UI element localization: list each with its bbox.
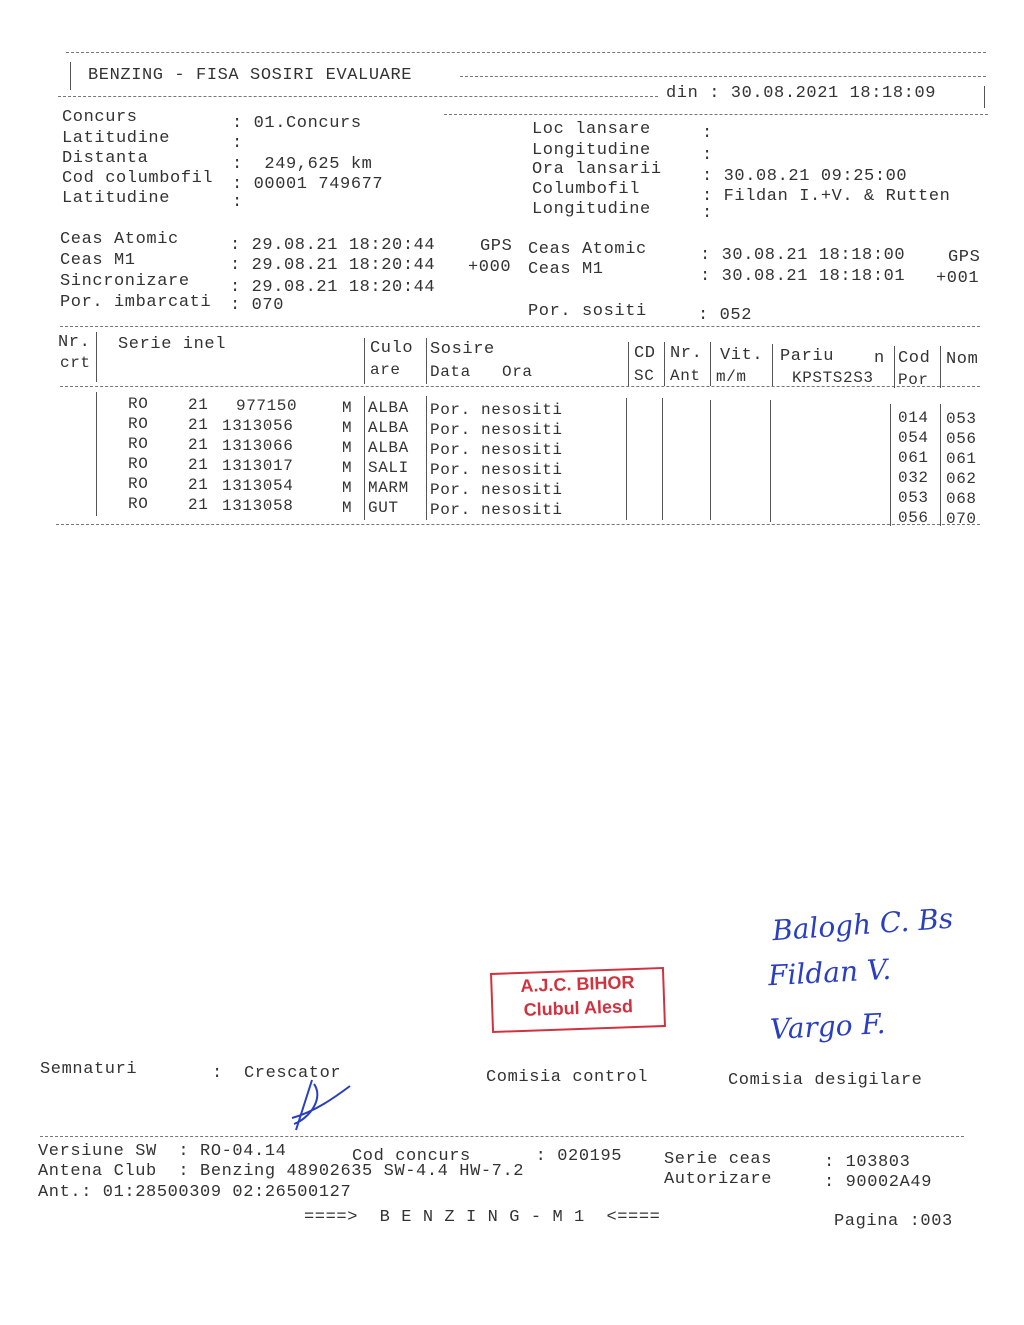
cell-country: RO [128,415,149,433]
footer-rule [40,1136,964,1137]
cell-color: ALBA [368,439,409,457]
clock-value: : 29.08.21 18:20:44 [230,236,436,255]
info-label: Longitudine [532,200,651,219]
cell-status: Por. nesositi [430,421,563,439]
col-header-sc: SC [634,367,655,385]
cell-ring: 1313056 [222,417,294,435]
crescator-label: Crescator [244,1064,342,1083]
col-header-mm: m/m [716,368,747,386]
cell-color: SALI [368,459,409,477]
cell-ring: 1313017 [222,457,294,475]
cell-country: RO [128,435,149,453]
cell-ring: 1313058 [222,497,294,515]
col-sep [96,332,97,382]
col-sep [628,342,629,386]
report-date: din : 30.08.2021 18:18:09 [666,84,937,103]
col-sep [662,398,663,520]
col-sep [890,404,891,526]
col-sep [364,396,365,520]
info-label: Distanta [62,149,149,168]
col-sep [426,338,427,384]
cell-year: 21 [188,476,209,494]
clock-extra: GPS [948,248,981,267]
clock-value: : 30.08.21 18:18:01 [700,267,906,286]
col-header-vit: Vit. [720,346,764,365]
table-top-rule [60,326,980,327]
col-header-culoare: Culo [370,339,414,358]
club-stamp [490,967,666,1033]
info-value: : 249,625 km [232,155,373,174]
col-header-serie: Serie inel [118,335,227,354]
cell-country: RO [128,455,149,473]
clock-value: : 29.08.21 18:20:44 [230,256,436,275]
col-header-n: n [874,349,885,368]
cell-year: 21 [188,416,209,434]
clock-extra: GPS [480,237,513,256]
col-sep [426,396,427,520]
info-value: : Fildan I.+V. & Rutten [702,187,951,206]
col-sep [940,404,941,526]
report-title: BENZING - FISA SOSIRI EVALUARE [88,66,413,85]
info-value: : 00001 749677 [232,175,384,194]
signature-2: Fildan V. [767,952,892,993]
info-label: Latitudine [62,129,171,148]
cell-cod: 054 [898,429,929,447]
cell-nom: 056 [946,430,977,448]
info-value: : [702,204,713,223]
col-header-sosire: Sosire [430,340,495,359]
cell-color: ALBA [368,419,409,437]
cell-nom: 061 [946,450,977,468]
header-left-bar [70,62,71,90]
col-sep [940,346,941,388]
cell-sex: M [342,459,353,477]
info-value: : 30.08.21 09:25:00 [702,167,908,186]
cell-sex: M [342,499,353,517]
comisia-desigilare-label: Comisia desigilare [728,1071,923,1090]
cell-country: RO [128,495,149,513]
col-sep [626,398,627,520]
cell-year: 21 [188,436,209,454]
cell-ring: 1313066 [222,437,294,455]
signatures-colon: : [212,1064,223,1083]
crescator-signature-mark [284,1078,364,1138]
cell-status: Por. nesositi [430,461,563,479]
cell-ring: 977150 [236,397,298,415]
col-header-cd: CD [634,344,656,363]
footer-banner: ====> B E N Z I N G - M 1 <==== [304,1208,661,1227]
cell-cod: 061 [898,449,929,467]
info-value: : [232,134,243,153]
cell-cod: 032 [898,469,929,487]
col-header-ora: Ora [502,363,533,381]
cell-sex: M [342,399,353,417]
arrived-label: Por. sositi [528,302,647,321]
cell-status: Por. nesositi [430,401,563,419]
header-bottom-rule [444,114,988,115]
col-header-pariu: Pariu [780,347,835,366]
signatures-label: Semnaturi [40,1060,138,1079]
clock-label: Por. imbarcati [60,293,212,312]
cell-nom: 068 [946,490,977,508]
header-mid-rule [460,76,986,77]
footer-serie-ceas-label: Serie ceas [664,1150,773,1169]
clock-label: Ceas Atomic [528,240,647,259]
cell-year: 21 [188,496,209,514]
footer-ant: Ant.: 01:28500309 02:26500127 [38,1183,352,1202]
header-right-bar [984,86,985,108]
col-sep [770,400,771,522]
col-header-crt: crt [60,354,91,372]
stamp-line-2: Clubul Alesd [523,996,634,1020]
cell-year: 21 [188,396,209,414]
footer-antena: Antena Club : Benzing 48902635 SW-4.4 HW-7.2 [38,1162,525,1181]
cell-nom: 053 [946,410,977,428]
table-bottom-rule [56,524,980,525]
signature-3: Vargo F. [769,1007,887,1046]
cell-country: RO [128,475,149,493]
cell-status: Por. nesositi [430,501,563,519]
info-label: Columbofil [532,180,641,199]
cell-sex: M [342,439,353,457]
info-label: Longitudine [532,141,651,160]
footer-pagina: Pagina :003 [834,1212,953,1231]
col-header-data: Data [430,363,471,381]
col-header-nr: Nr. [58,333,91,352]
cell-cod: 053 [898,489,929,507]
cell-nom: 070 [946,510,977,528]
info-label: Cod columbofil [62,169,214,188]
col-sep [364,338,365,384]
info-value: : 01.Concurs [232,114,362,133]
info-label: Latitudine [62,189,171,208]
col-sep [772,344,773,386]
clock-extra: +001 [936,269,980,288]
cell-cod: 056 [898,509,929,527]
cell-color: GUT [368,499,399,517]
cell-nom: 062 [946,470,977,488]
cell-country: RO [128,395,149,413]
info-label: Ora lansarii [532,160,662,179]
signature-1: Balogh C. Bs [771,901,955,948]
cell-color: MARM [368,479,409,497]
footer-serie-ceas-value: : 103803 [824,1153,911,1172]
col-sep [96,392,97,516]
cell-cod: 014 [898,409,929,427]
col-header-are: are [370,361,401,379]
clock-extra: +000 [468,258,512,277]
footer-autorizare-label: Autorizare [664,1170,773,1189]
col-sep [894,346,895,388]
cell-status: Por. nesositi [430,481,563,499]
col-header-ant: Ant [670,367,701,385]
header-top-rule [66,52,986,53]
col-sep [710,342,711,386]
comisia-control-label: Comisia control [486,1068,649,1087]
cell-ring: 1313054 [222,477,294,495]
footer-cod-concurs: Cod concurs : 020195 [352,1147,623,1166]
cell-year: 21 [188,456,209,474]
col-header-kpsts: KPSTS2S3 [792,369,874,387]
clock-label: Ceas Atomic [60,230,179,249]
info-value: : [232,193,243,212]
clock-label: Ceas M1 [528,260,604,279]
arrived-value: : 052 [698,306,753,325]
clock-value: : 29.08.21 18:20:44 [230,278,436,297]
cell-status: Por. nesositi [430,441,563,459]
clock-label: Ceas M1 [60,251,136,270]
info-value: : [702,146,713,165]
cell-color: ALBA [368,399,409,417]
info-label: Loc lansare [532,120,651,139]
col-sep [710,400,711,520]
clock-value: : 070 [230,296,285,315]
header-under-rule [58,96,658,97]
footer-versiune: Versiune SW : RO-04.14 [38,1142,287,1161]
cell-sex: M [342,479,353,497]
clock-label: Sincronizare [60,272,190,291]
col-header-nr-ant: Nr. [670,344,703,363]
cell-sex: M [342,419,353,437]
col-sep [664,342,665,386]
info-value: : [702,124,713,143]
col-header-por: Por [898,371,929,389]
col-header-cod: Cod [898,349,931,368]
clock-value: : 30.08.21 18:18:00 [700,246,906,265]
info-label: Concurs [62,108,138,127]
col-header-nom: Nom [946,350,979,369]
footer-autorizare-value: : 90002A49 [824,1173,933,1192]
stamp-line-1: A.J.C. BIHOR [520,972,635,996]
